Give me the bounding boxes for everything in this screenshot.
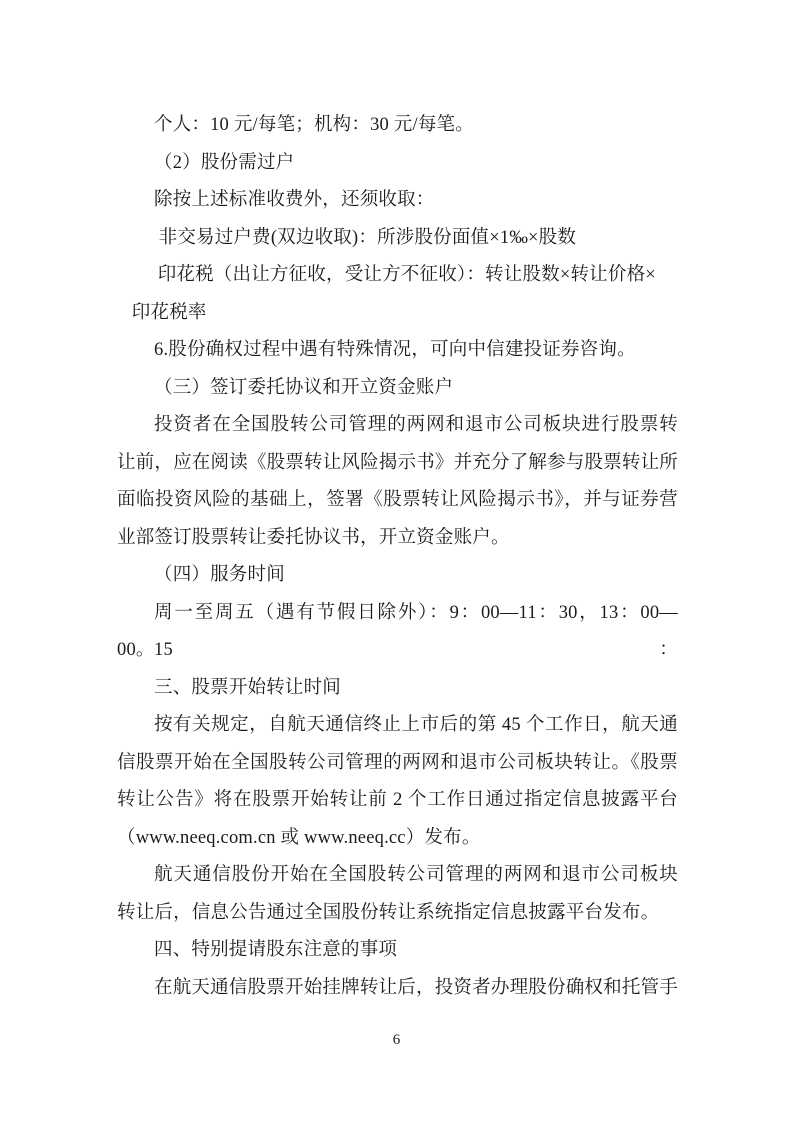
text-line: 按有关规定，自航天通信终止上市后的第 45 个工作日，航天通 bbox=[154, 715, 678, 735]
text-line: 个人：10 元/每笔；机构：30 元/每笔。 bbox=[154, 115, 474, 135]
text-line: 印花税（出让方征收，受让方不征收）：转让股数×转让价格× bbox=[157, 265, 656, 285]
page-number: 6 bbox=[392, 1032, 401, 1048]
text-line: （www.neeq.com.cn 或 www.neeq.cc）发布。 bbox=[117, 827, 481, 848]
text-line: 非交易过户费(双边收取)：所涉股份面值×1‰×股数 bbox=[158, 227, 577, 248]
page-footer bbox=[0, 1030, 793, 1050]
text-line: 投资者在全国股转公司管理的两网和退市公司板块进行股票转 bbox=[154, 415, 678, 435]
text-line: 在航天通信股票开始挂牌转让后，投资者办理股份确权和托管手 bbox=[154, 977, 678, 998]
text-line: （三）签订委托协议和开立资金账户 bbox=[154, 377, 454, 398]
text-line: 印花税率 bbox=[131, 302, 207, 323]
text-line: 三、股票开始转让时间 bbox=[154, 677, 342, 698]
text-line: 00。 bbox=[117, 640, 155, 660]
text-line: 面临投资风险的基础上，签署《股票转让风险揭示书》，并与证券营 bbox=[117, 490, 678, 510]
text-line: 除按上述标准收费外，还须收取： bbox=[154, 190, 435, 210]
text-line: 让前，应在阅读《股票转让风险揭示书》并充分了解参与股票转让所 bbox=[117, 452, 679, 473]
text-line: （四）服务时间 bbox=[154, 565, 285, 585]
text-line: （2）股份需过户 bbox=[154, 152, 295, 173]
text-line: 转让后，信息公告通过全国股份转让系统指定信息披露平台发布。 bbox=[117, 902, 660, 923]
text-line: 业部签订股票转让委托协议书，开立资金账户。 bbox=[117, 527, 510, 548]
text-line: 航天通信股份开始在全国股转公司管理的两网和退市公司板块 bbox=[154, 865, 678, 885]
text-line: 周一至周五（遇有节假日除外）：9：00—11：30，13：00—15： bbox=[154, 602, 678, 660]
text-line: 6.股份确权过程中遇有特殊情况，可向中信建投证券咨询。 bbox=[154, 340, 636, 360]
text-line: 信股票开始在全国股转公司管理的两网和退市公司板块转让。《股票 bbox=[117, 752, 678, 773]
text-line: 转让公告》将在股票开始转让前 2 个工作日通过指定信息披露平台 bbox=[117, 790, 678, 810]
document-text bbox=[117, 107, 678, 1007]
text-line: 四、特别提请股东注意的事项 bbox=[154, 940, 398, 960]
